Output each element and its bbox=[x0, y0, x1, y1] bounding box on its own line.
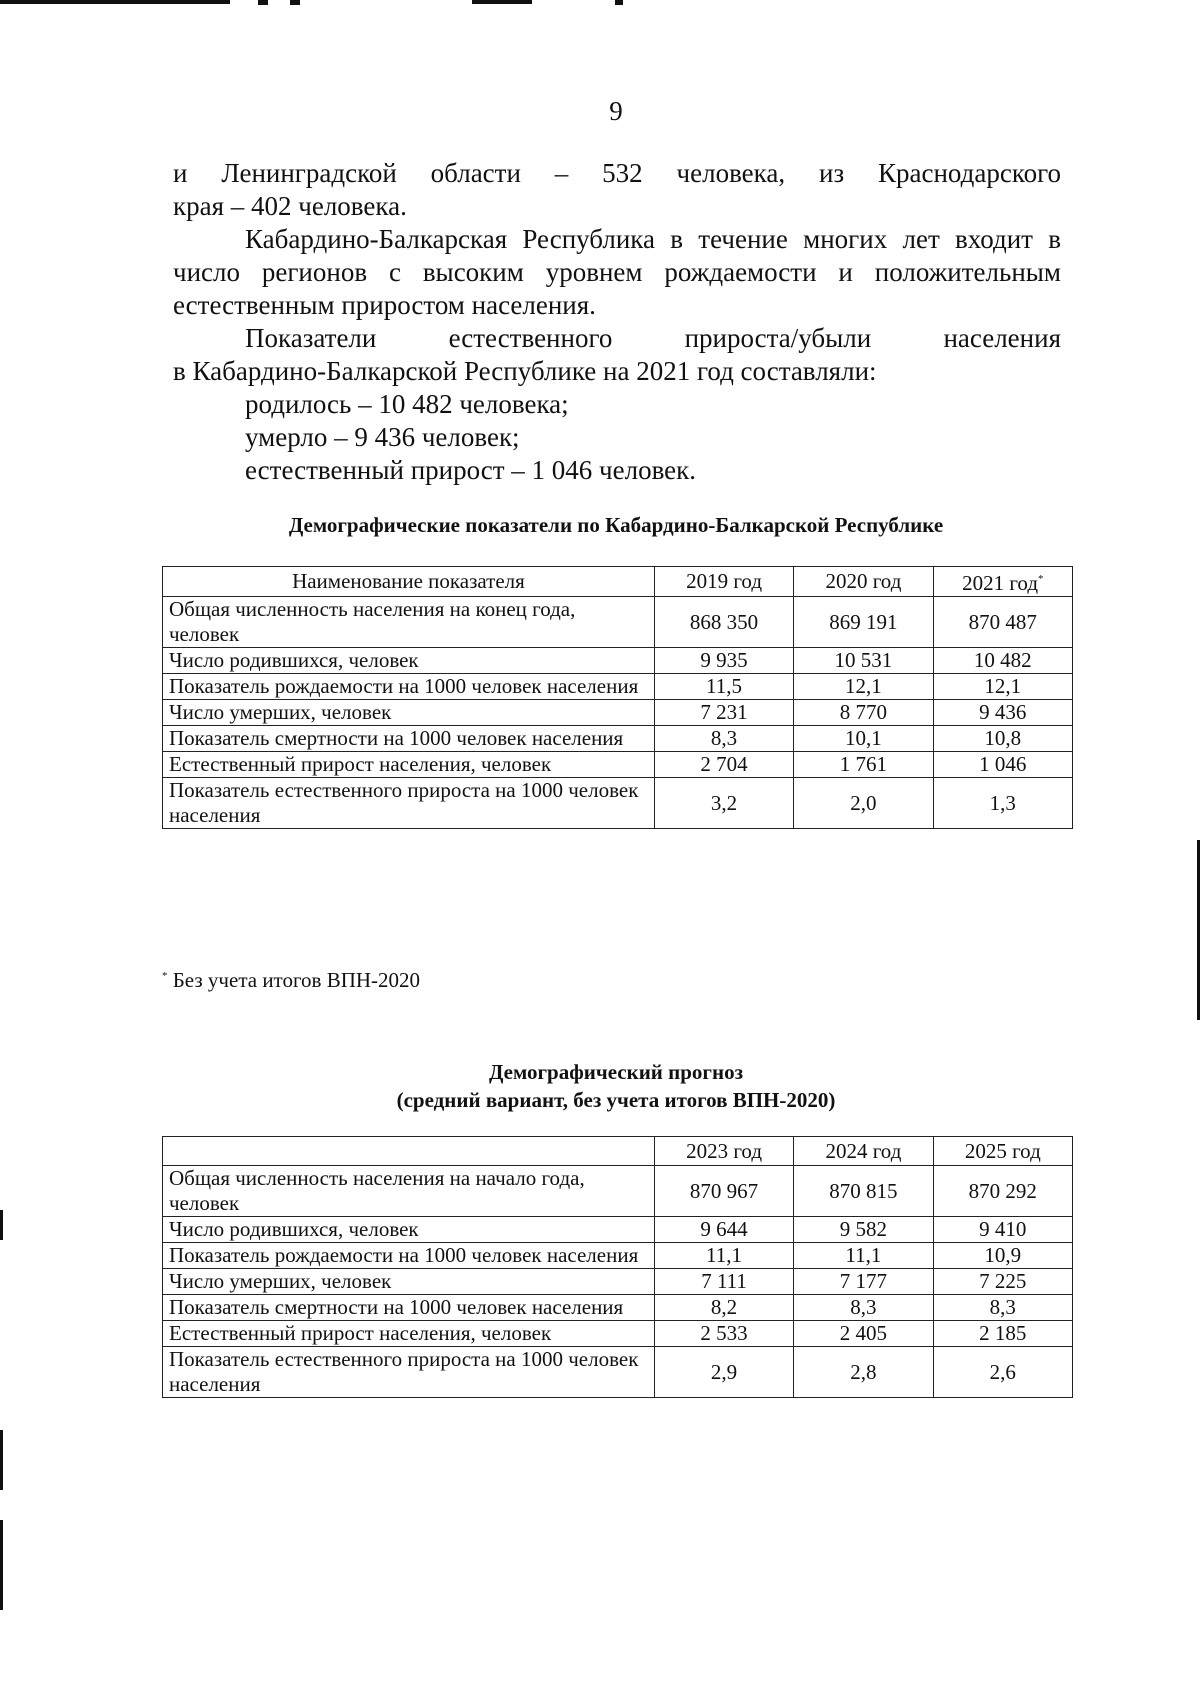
cell-value: 2,6 bbox=[933, 1347, 1072, 1398]
row-label: Общая численность населения на начало года, человек bbox=[163, 1166, 655, 1217]
table1-caption: Демографические показатели по Кабардино-Балкарской Республике bbox=[288, 513, 944, 537]
table-row bbox=[163, 1347, 1073, 1398]
cell-value: 7 111 bbox=[654, 1269, 793, 1295]
paragraph-line: Показатели естественного прироста/убыли населения bbox=[245, 323, 1061, 353]
row-label: Показатель рождаемости на 1000 человек населения bbox=[163, 1243, 655, 1269]
scan-artifact-left bbox=[0, 1520, 3, 1610]
row-label: Общая численность населения на конец года, человек bbox=[163, 597, 655, 648]
footnote-text: Без учета итогов ВПН-2020 bbox=[172, 968, 421, 992]
cell-value: 9 582 bbox=[794, 1217, 933, 1243]
column-header: 2025 год bbox=[933, 1137, 1072, 1166]
table1-footnote bbox=[162, 968, 420, 993]
table-row bbox=[163, 1321, 1073, 1347]
table-row bbox=[163, 1269, 1073, 1295]
cell-value: 2,8 bbox=[794, 1347, 933, 1398]
cell-value: 2 405 bbox=[794, 1321, 933, 1347]
list-item-growth: естественный прирост – 1 046 человек. bbox=[245, 455, 697, 485]
cell-value: 10,1 bbox=[794, 726, 933, 752]
cell-value: 10 482 bbox=[933, 648, 1072, 674]
cell-value: 869 191 bbox=[794, 597, 933, 648]
cell-value: 12,1 bbox=[794, 674, 933, 700]
row-label: Число родившихся, человек bbox=[163, 648, 655, 674]
scan-artifact-left bbox=[0, 1430, 3, 1490]
cell-value: 9 436 bbox=[933, 700, 1072, 726]
cell-value: 2 704 bbox=[654, 752, 793, 778]
cell-value: 10,9 bbox=[933, 1243, 1072, 1269]
cell-value: 1,3 bbox=[933, 778, 1072, 829]
table-row bbox=[163, 1295, 1073, 1321]
cell-value: 10,8 bbox=[933, 726, 1072, 752]
cell-value: 7 225 bbox=[933, 1269, 1072, 1295]
cell-value: 1 046 bbox=[933, 752, 1072, 778]
demographic-forecast-table bbox=[162, 1136, 1073, 1398]
row-label: Естественный прирост населения, человек bbox=[163, 1321, 655, 1347]
cell-value: 870 815 bbox=[794, 1166, 933, 1217]
cell-value: 8 770 bbox=[794, 700, 933, 726]
row-label: Число родившихся, человек bbox=[163, 1217, 655, 1243]
row-label: Показатель рождаемости на 1000 человек населения bbox=[163, 674, 655, 700]
cell-value: 11,1 bbox=[794, 1243, 933, 1269]
table-row bbox=[163, 1217, 1073, 1243]
cell-value: 3,2 bbox=[654, 778, 793, 829]
scan-artifact-top bbox=[472, 0, 532, 4]
table-row bbox=[163, 597, 1073, 648]
page-number: 9 bbox=[609, 96, 623, 126]
cell-value: 9 410 bbox=[933, 1217, 1072, 1243]
column-header-2021 bbox=[933, 567, 1072, 597]
table-header-row bbox=[163, 567, 1073, 597]
cell-value: 8,2 bbox=[654, 1295, 793, 1321]
list-item-born: родилось – 10 482 человека; bbox=[245, 389, 569, 419]
table-row bbox=[163, 674, 1073, 700]
cell-value: 870 292 bbox=[933, 1166, 1072, 1217]
scan-artifact-left bbox=[0, 1210, 3, 1240]
cell-value: 11,1 bbox=[654, 1243, 793, 1269]
table-row bbox=[163, 778, 1073, 829]
row-label: Показатель естественного прироста на 1000 человек населения bbox=[163, 778, 655, 829]
column-header-label: 2021 год bbox=[962, 571, 1039, 595]
table-row bbox=[163, 1243, 1073, 1269]
cell-value: 1 761 bbox=[794, 752, 933, 778]
cell-value: 2 185 bbox=[933, 1321, 1072, 1347]
table2-caption bbox=[0, 1058, 1200, 1114]
scan-artifact-top bbox=[290, 0, 300, 5]
cell-value: 7 231 bbox=[654, 700, 793, 726]
cell-value: 11,5 bbox=[654, 674, 793, 700]
cell-value: 8,3 bbox=[654, 726, 793, 752]
cell-value: 7 177 bbox=[794, 1269, 933, 1295]
paragraph-line: в Кабардино-Балкарской Республике на 2021 год составляли: bbox=[173, 356, 877, 386]
cell-value: 868 350 bbox=[654, 597, 793, 648]
footnote-mark: * bbox=[162, 970, 168, 982]
table2-caption-line1: Демографический прогноз bbox=[488, 1060, 744, 1084]
cell-value: 10 531 bbox=[794, 648, 933, 674]
cell-value: 9 644 bbox=[654, 1217, 793, 1243]
column-header: Наименование показателя bbox=[163, 567, 655, 597]
cell-value: 2,9 bbox=[654, 1347, 793, 1398]
row-label: Естественный прирост населения, человек bbox=[163, 752, 655, 778]
row-label: Число умерших, человек bbox=[163, 1269, 655, 1295]
paragraph: Кабардино-Балкарская Республика в течение многих лет входит в число регионов с высоким уровнем рождаемости и положительным естественным приростом населения. bbox=[173, 224, 1061, 320]
row-label: Показатель естественного прироста на 1000 человек населения bbox=[163, 1347, 655, 1398]
scan-artifact-top bbox=[258, 0, 268, 5]
scan-artifact-top bbox=[0, 0, 230, 4]
paragraph-line: и Ленинградской области – 532 человека, из Краснодарского bbox=[173, 158, 1061, 188]
row-label: Число умерших, человек bbox=[163, 700, 655, 726]
table-row bbox=[163, 648, 1073, 674]
cell-value: 870 967 bbox=[654, 1166, 793, 1217]
paragraph-line: края – 402 человека. bbox=[173, 191, 407, 221]
table-row bbox=[163, 752, 1073, 778]
cell-value: 2 533 bbox=[654, 1321, 793, 1347]
cell-value: 8,3 bbox=[933, 1295, 1072, 1321]
table-row bbox=[163, 700, 1073, 726]
cell-value: 9 935 bbox=[654, 648, 793, 674]
column-header: 2024 год bbox=[794, 1137, 933, 1166]
demographic-indicators-table bbox=[162, 566, 1073, 829]
cell-value: 12,1 bbox=[933, 674, 1072, 700]
column-header: 2020 год bbox=[794, 567, 933, 597]
list-item-died: умерло – 9 436 человек; bbox=[245, 422, 520, 452]
table-row bbox=[163, 1166, 1073, 1217]
table-row bbox=[163, 726, 1073, 752]
cell-value: 870 487 bbox=[933, 597, 1072, 648]
footnote-mark: * bbox=[1038, 573, 1044, 585]
scan-artifact-top bbox=[615, 0, 623, 5]
column-header bbox=[163, 1137, 655, 1166]
table2-caption-line2: (средний вариант, без учета итогов ВПН-2020) bbox=[396, 1088, 836, 1112]
column-header: 2023 год bbox=[654, 1137, 793, 1166]
cell-value: 2,0 bbox=[794, 778, 933, 829]
row-label: Показатель смертности на 1000 человек населения bbox=[163, 726, 655, 752]
body-text bbox=[173, 157, 1061, 487]
column-header: 2019 год bbox=[654, 567, 793, 597]
cell-value: 8,3 bbox=[794, 1295, 933, 1321]
row-label: Показатель смертности на 1000 человек населения bbox=[163, 1295, 655, 1321]
table-header-row bbox=[163, 1137, 1073, 1166]
